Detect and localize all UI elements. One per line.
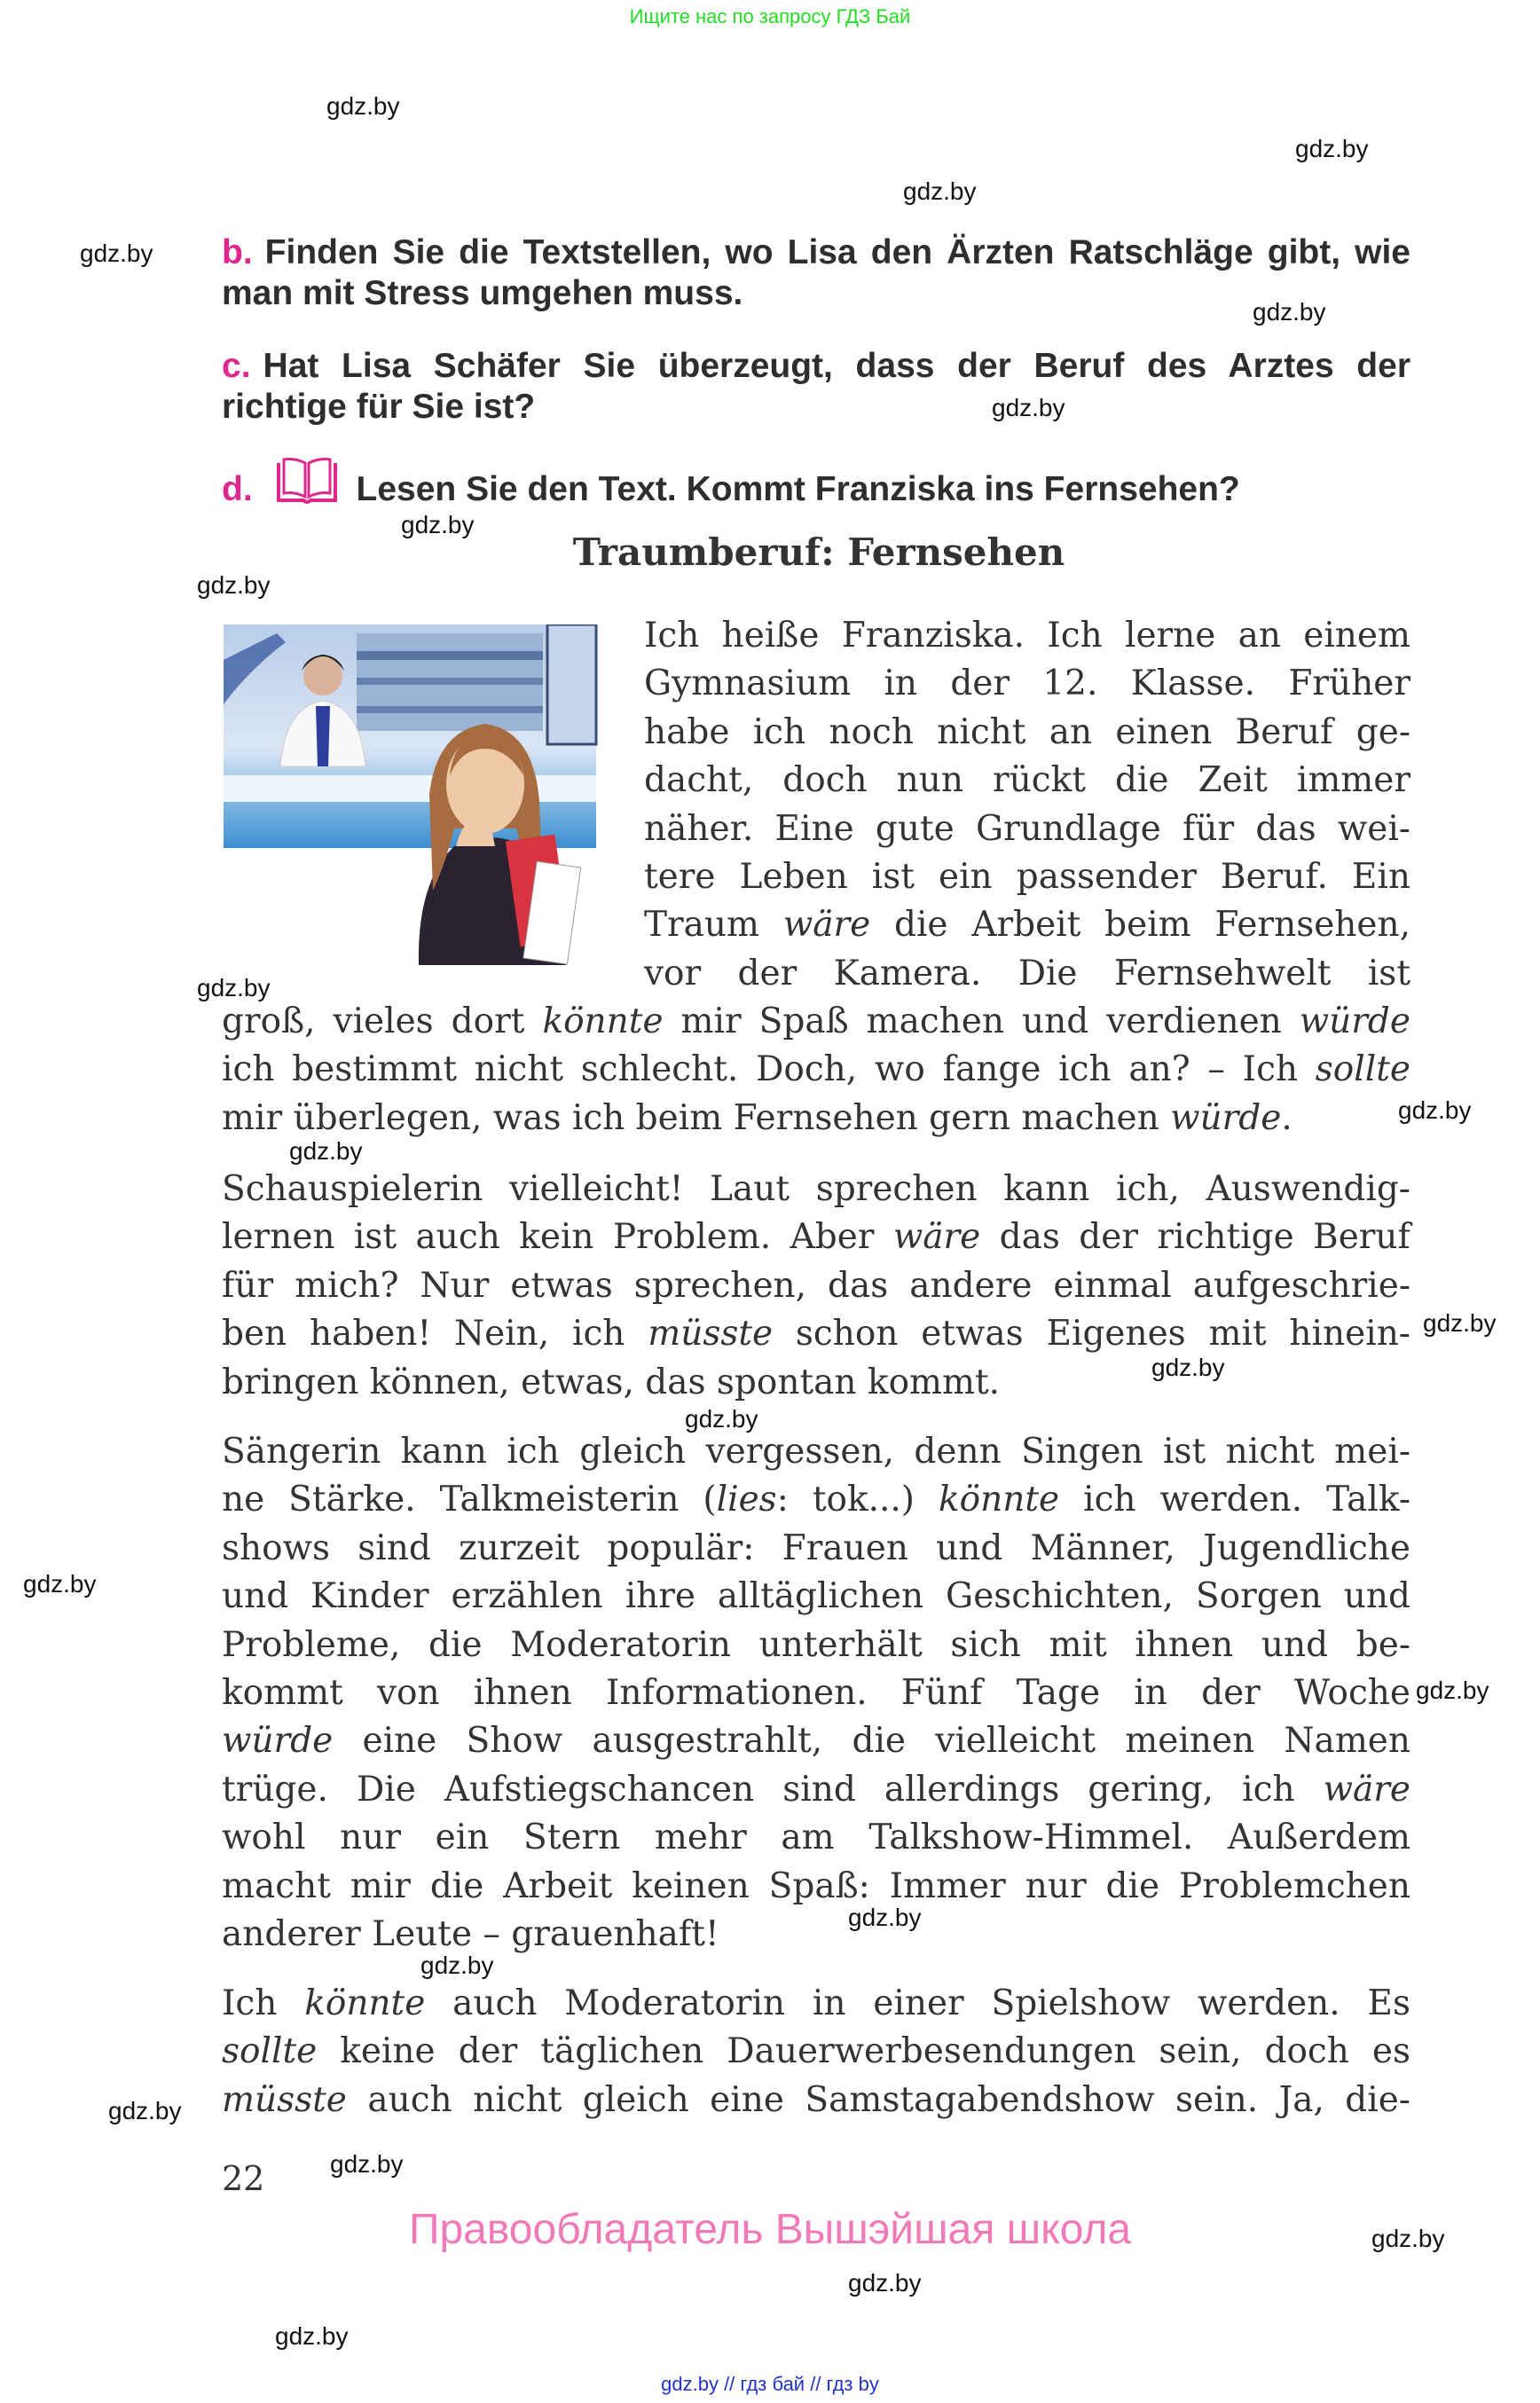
- text-line: würde eine Show ausgestrahlt, die vielleicht meinen Namen: [222, 1721, 1410, 1762]
- text-line: ne Stärke. Talkmeisterin (lies: tok...) könnte ich werden. Talk-: [222, 1480, 1411, 1520]
- watermark: gdz.by: [108, 2097, 182, 2124]
- task-letter: b.: [222, 233, 253, 271]
- text-line: ben haben! Nein, ich müsste schon etwas Eigenes mit hinein-: [222, 1314, 1410, 1355]
- copyright-notice: Правообладатель Вышэйшая школа: [408, 2206, 1132, 2253]
- watermark: gdz.by: [848, 1904, 922, 1931]
- watermark: gdz.by: [848, 2269, 922, 2297]
- task-text: Hat Lisa Schäfer Sie überzeugt, dass der Beruf des Arztes der richtige für Sie ist?: [222, 347, 1410, 426]
- watermark: gdz.by: [275, 2322, 349, 2350]
- text-line: für mich? Nur etwas sprechen, das andere einmal aufgeschrie-: [222, 1265, 1410, 1306]
- text-line: groß, vieles dort könnte mir Spaß machen und verdienen würde: [222, 1001, 1410, 1041]
- paragraph-2: [222, 1166, 1410, 1407]
- text-line: Sängerin kann ich gleich vergessen, denn Singen ist nicht mei-: [222, 1432, 1410, 1472]
- watermark: gdz.by: [1151, 1354, 1225, 1381]
- text-line: Gymnasium in der 12. Klasse. Früher: [644, 664, 1410, 704]
- text-line: kommt von ihnen Informationen. Fünf Tage in der Woche: [222, 1673, 1410, 1714]
- top-banner: Ищите нас по запросу ГДЗ Бай: [629, 5, 911, 27]
- task-text: Lesen Sie den Text. Kommt Franziska ins Fernsehen?: [356, 470, 1240, 508]
- article-title: Traumberuf: Fernsehen: [572, 530, 1065, 574]
- watermark: gdz.by: [685, 1405, 758, 1433]
- watermark: gdz.by: [289, 1137, 363, 1165]
- text-line: ich bestimmt nicht schlecht. Doch, wo fange ich an? – Ich sollte: [222, 1049, 1410, 1090]
- task-letter: c.: [222, 347, 251, 385]
- text-line: sollte keine der täglichen Dauerwerbesendungen sein, doch es: [222, 2031, 1410, 2072]
- task-b: [222, 232, 1410, 314]
- text-line: vor der Kamera. Die Fernsehwelt ist: [644, 953, 1410, 993]
- footer-links: gdz.by // гдз бай // гдз by: [661, 2373, 879, 2395]
- paragraph-1-right: [644, 612, 1410, 998]
- text-line: lernen ist auch kein Problem. Aber wäre das der richtige Beruf: [222, 1217, 1410, 1258]
- article-image: [224, 624, 598, 965]
- paragraph-4: [222, 1980, 1410, 2124]
- text-line: trüge. Die Aufstiegschancen sind allerdings gering, ich wäre: [222, 1769, 1410, 1810]
- task-d: [222, 456, 1410, 510]
- watermark: gdz.by: [992, 394, 1065, 421]
- watermark: gdz.by: [401, 511, 475, 538]
- text-line: Probleme, die Moderatorin unterhält sich mit ihnen und be-: [222, 1624, 1410, 1665]
- task-c: [222, 346, 1410, 428]
- text-line: wohl nur ein Stern mehr am Talkshow-Himmel. Außerdem: [222, 1818, 1410, 1858]
- watermark: gdz.by: [197, 974, 271, 1001]
- paragraph-3: [222, 1428, 1410, 1959]
- paragraph-1-full: [222, 998, 1410, 1143]
- watermark: gdz.by: [23, 1570, 97, 1598]
- watermark: gdz.by: [1423, 1309, 1497, 1337]
- watermark: gdz.by: [420, 1951, 494, 1979]
- text-line: Traum wäre die Arbeit beim Fernsehen,: [644, 905, 1411, 946]
- watermark: gdz.by: [1253, 298, 1326, 326]
- text-line: macht mir die Arbeit keinen Spaß: Immer nur die Problemchen: [222, 1865, 1410, 1906]
- watermark: gdz.by: [326, 92, 400, 120]
- watermark: gdz.by: [1398, 1096, 1472, 1124]
- text-line: müsste auch nicht gleich eine Samstagabendshow sein. Ja, die-: [222, 2079, 1410, 2120]
- text-line: tere Leben ist ein passender Beruf. Ein: [644, 857, 1410, 898]
- text-line: Schauspielerin vielleicht! Laut sprechen kann ich, Auswendig-: [222, 1169, 1410, 1209]
- text-line: näher. Eine gute Grundlage für das wei-: [644, 808, 1410, 849]
- text-line: shows sind zurzeit populär: Frauen und Männer, Jugendliche: [222, 1527, 1410, 1568]
- watermark: gdz.by: [1295, 135, 1369, 162]
- watermark: gdz.by: [1371, 2225, 1445, 2252]
- text-line: dacht, doch nun rückt die Zeit immer: [644, 760, 1410, 801]
- task-text: Finden Sie die Textstellen, wo Lisa den Ärzten Ratschläge gibt, wie man mit Stress umgehen muss.: [222, 233, 1410, 312]
- text-line: mir überlegen, was ich beim Fernsehen gern machen würde.: [222, 1097, 1292, 1138]
- text-line: bringen können, etwas, das spontan kommt.: [222, 1362, 1001, 1402]
- text-line: Ich könnte auch Moderatorin in einer Spielshow werden. Es: [222, 1983, 1411, 2023]
- watermark: gdz.by: [80, 240, 153, 267]
- watermark: gdz.by: [1416, 1677, 1489, 1704]
- text-line: anderer Leute – grauenhaft!: [222, 1914, 719, 1955]
- book-icon: [275, 456, 339, 506]
- watermark: gdz.by: [197, 571, 271, 599]
- watermark: gdz.by: [330, 2150, 404, 2178]
- task-letter: d.: [222, 470, 253, 508]
- text-line: und Kinder erzählen ihre alltäglichen Geschichten, Sorgen und: [222, 1576, 1410, 1617]
- watermark: gdz.by: [903, 177, 977, 205]
- text-line: habe ich noch nicht an einen Beruf ge-: [644, 711, 1410, 752]
- page-number: 22: [222, 2159, 265, 2198]
- text-line: Ich heiße Franziska. Ich lerne an einem: [644, 616, 1410, 656]
